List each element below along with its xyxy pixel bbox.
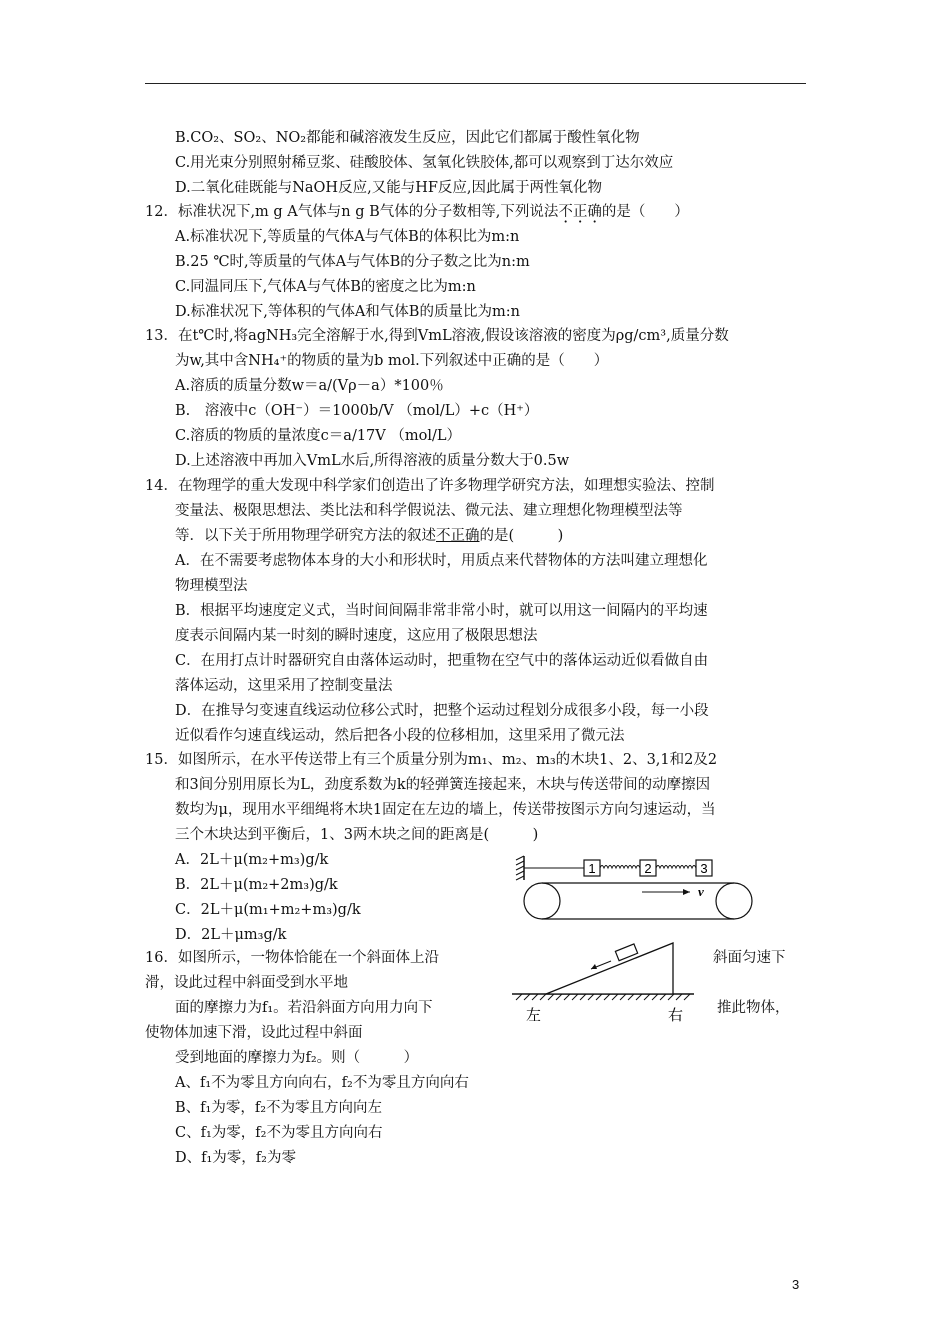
q16-line-1: 16．如图所示，一物体恰能在一个斜面体上沿 xyxy=(145,950,439,966)
q14-stem-1: 14．在物理学的重大发现中科学家们创造出了许多物理学研究方法，如理想实验法、控制 xyxy=(145,478,715,494)
header-rule xyxy=(145,83,806,84)
q15-option-d: D．2L＋μm₃g/k xyxy=(175,927,287,943)
q16-option-c: C、f₁为零，f₂不为零且方向向右 xyxy=(175,1125,383,1141)
q14-option-a-2: 物理模型法 xyxy=(175,578,248,594)
q14-option-d-1: D．在推导匀变速直线运动位移公式时，把整个运动过程划分成很多小段，每一小段 xyxy=(175,703,709,719)
q14-option-a-1: A．在不需要考虑物体本身的大小和形状时，用质点来代替物体的方法叫建立理想化 xyxy=(175,553,708,569)
q16-option-b: B、f₁为零，f₂不为零且方向向左 xyxy=(175,1100,383,1116)
q14-stem-3c: 的是( ) xyxy=(479,528,564,544)
right-label: 右 xyxy=(668,1006,684,1024)
q13-option-c: C.溶质的物质的量浓度c＝a/17V （mol/L） xyxy=(175,428,461,444)
page-number: 3 xyxy=(792,1277,800,1292)
block-3-label: 3 xyxy=(700,861,708,876)
conveyor-figure xyxy=(512,852,762,922)
q14-option-c-1: C．在用打点计时器研究自由落体运动时，把重物在空气中的落体运动近似看做自由 xyxy=(175,653,709,669)
q12-emph-2: 正 xyxy=(572,204,588,220)
q15-option-c: C．2L＋μ(m₁+m₂+m₃)g/k xyxy=(175,902,361,918)
q15-stem-1: 15．如图所示，在水平传送带上有三个质量分别为m₁、m₂、m₃的木块1、2、3,1和2及2 xyxy=(145,752,718,768)
q15-option-b: B．2L＋μ(m₂+2m₃)g/k xyxy=(175,877,338,893)
block-2-label: 2 xyxy=(644,861,652,876)
q16-line-1-right: 斜面匀速下 xyxy=(713,950,786,966)
q14-option-d-2: 近似看作匀速直线运动，然后把各小段的位移相加，这里采用了微元法 xyxy=(175,728,625,744)
block-1-label: 1 xyxy=(588,861,596,876)
q16-line-4: 使物体加速下滑，设此过程中斜面 xyxy=(145,1025,363,1041)
q16-option-a: A、f₁不为零且方向向右，f₂不为零且方向向右 xyxy=(175,1075,469,1091)
q13-stem-1: 13．在t℃时,将agNH₃完全溶解于水,得到VmL溶液,假设该溶液的密度为ρg/cm³,质量分数 xyxy=(145,328,729,344)
q12-option-a: A.标准状况下,等质量的气体A与气体B的体积比为m:n xyxy=(175,229,520,245)
q12-stem xyxy=(145,202,689,222)
q12-option-c: C.同温同压下,气体A与气体B的密度之比为m:n xyxy=(175,279,476,295)
q12-stem-end: 的是（ ） xyxy=(601,204,689,220)
q13-stem-2: 为w,其中含NH₄⁺的物质的量为b mol.下列叙述中正确的是（ ） xyxy=(175,353,609,369)
q15-stem-4: 三个木块达到平衡后，1、3两木块之间的距离是( ) xyxy=(175,827,539,843)
q11-option-d: D.二氧化硅既能与NaOH反应,又能与HF反应,因此属于两性氧化物 xyxy=(175,180,603,196)
q14-stem-3a: 等．以下关于所用物理学研究方法的叙述 xyxy=(175,528,436,544)
q13-option-b: B. 溶液中c（OH⁻）＝1000b/V （mol/L）+c（H⁺） xyxy=(175,403,539,419)
q16-option-d: D、f₁为零，f₂为零 xyxy=(175,1150,296,1166)
q16-line-3-right: 推此物体， xyxy=(717,1000,790,1016)
velocity-label: v xyxy=(698,884,704,899)
q12-stem-text: 12．标准状况下,m g A气体与n g B气体的分子数相等,下列说法 xyxy=(145,204,559,220)
q14-option-b-2: 度表示间隔内某一时刻的瞬时速度，这应用了极限思想法 xyxy=(175,628,538,644)
q13-option-a: A.溶质的质量分数w＝a/(Vρ－a）*100％ xyxy=(175,378,444,394)
q11-option-c: C.用光束分别照射稀豆浆、硅酸胶体、氢氧化铁胶体,都可以观察到丁达尔效应 xyxy=(175,155,674,171)
incline-figure xyxy=(508,938,708,1028)
q12-emph-1: 不 xyxy=(558,204,573,220)
q16-line-5: 受到地面的摩擦力为f₂。则（ ） xyxy=(175,1050,419,1066)
q16-line-2: 滑，设此过程中斜面受到水平地 xyxy=(145,975,348,991)
q15-option-a: A．2L＋μ(m₂+m₃)g/k xyxy=(175,852,329,868)
q14-emph: 不正确 xyxy=(436,528,480,544)
q15-stem-2: 和3间分别用原长为L，劲度系数为k的轻弹簧连接起来，木块与传送带间的动摩擦因 xyxy=(175,777,711,793)
q16-line-3: 面的摩擦力为f₁。若沿斜面方向用力向下 xyxy=(175,1000,433,1016)
q13-option-d: D.上述溶液中再加入VmL水后,所得溶液的质量分数大于0.5w xyxy=(175,453,570,469)
q11-option-b: B.CO₂、SO₂、NO₂都能和碱溶液发生反应，因此它们都属于酸性氧化物 xyxy=(175,130,640,146)
q14-option-c-2: 落体运动，这里采用了控制变量法 xyxy=(175,678,393,694)
left-label: 左 xyxy=(526,1006,542,1024)
q12-option-b: B.25 ℃时,等质量的气体A与气体B的分子数之比为n:m xyxy=(175,254,530,270)
q12-option-d: D.标准状况下,等体积的气体A和气体B的质量比为m:n xyxy=(175,304,520,320)
q14-option-b-1: B．根据平均速度定义式，当时间间隔非常非常小时，就可以用这一间隔内的平均速 xyxy=(175,603,708,619)
q12-emph-3: 确 xyxy=(587,204,602,220)
q14-stem-2: 变量法、极限思想法、类比法和科学假说法、微元法、建立理想化物理模型法等 xyxy=(175,503,683,519)
q15-stem-3: 数均为μ，现用水平细绳将木块1固定在左边的墙上，传送带按图示方向匀速运动，当 xyxy=(175,802,716,818)
q14-stem-3 xyxy=(175,526,563,546)
